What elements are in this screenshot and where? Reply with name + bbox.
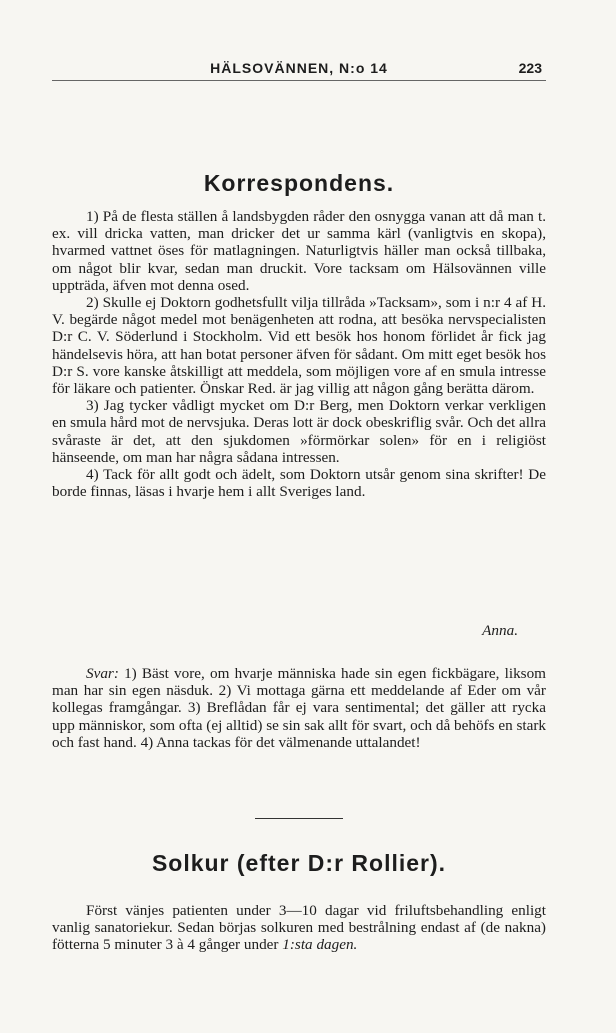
answer-paragraph [52, 665, 546, 751]
letter-body [52, 208, 546, 500]
section-divider [255, 818, 343, 819]
letter-paragraph: 3) Jag tycker vådligt mycket om D:r Berg, men Doktorn verkar verkligen en smula hård mot de nervsjuka. Deras lott är dock obeskriflig svår. Och det allra svåraste är det, att den sjukdomen »förmörkar solen» för en i religiöst hänseende, om man har några sådana intressen. [52, 397, 546, 466]
solkur-body [52, 902, 546, 954]
answer-body [52, 665, 546, 751]
page-number: 223 [518, 60, 542, 76]
letter-paragraph: 2) Skulle ej Doktorn godhetsfullt vilja tillråda »Tacksam», som i n:r 4 af H. V. begärde något medel mot benägenheten att rodna, att besöka nervspecialisten D:r C. V. Söderlund i Stockholm. Vid ett besök hos honom förlidet år fick jag händelsevis höra, att han botat personer äfven för sådant. Om mitt eget besök hos D:r S. vore kanske åtskilligt att meddela, som möjligen vore af en smula intresse för läkare och patienter. Önskar Red. är jag villig att någon gång berätta därom. [52, 294, 546, 398]
running-header [52, 60, 546, 81]
letter-paragraph: 1) På de flesta ställen å landsbygden råder den osnygga vanan att då man t. ex. vill dricka vatten, man dricker det ur samma kärl (vanligtvis en skopa), hvarmed vattnet öses för matlagningen. Naturligtvis häller man också tillbaka, om något blir kvar, sedan man druckit. Vore tacksam om Hälsovännen ville uppträda, äfven mot denna osed. [52, 208, 546, 294]
answer-text: 1) Bäst vore, om hvarje människa hade sin egen fickbägare, liksom man har sin egen näsduk. 2) Vi mottaga gärna ett meddelande af Eder om vår kollegas framgångar. 3) Breflådan får ej vara sentimental; det gäller att rycka upp människor, som ofta (ej alltid) se sin sak allt för svart, och då behöfs en stark och fast hand. 4) Anna tackas för det välmenande uttalandet! [52, 665, 546, 751]
signature: Anna. [482, 622, 518, 639]
journal-title: HÄLSOVÄNNEN, N:o 14 [210, 60, 388, 76]
solkur-italic-text: 1:sta dagen. [282, 936, 358, 954]
letter-paragraph: 4) Tack för allt godt och ädelt, som Doktorn utsår genom sina skrifter! De borde finnas, läsas i hvarje hem i allt Sveriges land. [52, 466, 546, 501]
section-title-korrespondens: Korrespondens. [203, 170, 395, 196]
answer-label: Svar: [86, 665, 119, 682]
solkur-paragraph [52, 902, 546, 954]
section-title-solkur: Solkur (efter D:r Rollier). [151, 850, 447, 876]
solkur-text: Först vänjes patienten under 3—10 dagar vid friluftsbehandling enligt vanlig sanatoriekur. Sedan börjas solkuren med bestrålning endast af (de nakna) fötterna 5 minuter 3 à 4 gånger under [52, 902, 546, 954]
